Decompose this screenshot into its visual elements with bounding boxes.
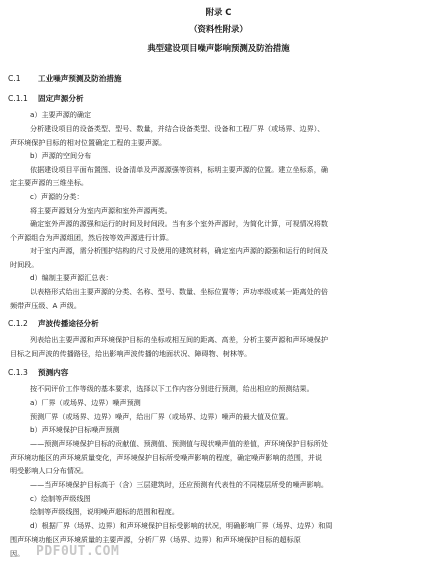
- body-line: 列表给出主要声源和声环境保护目标的坐标或相互间的距离、高差，分析主要声源和声环境保护: [30, 335, 328, 344]
- body-line: 定主要声源的三维坐标。: [10, 178, 89, 187]
- body-line: b）声环境保护目标噪声预测: [30, 425, 120, 434]
- body-line: 将主要声源划分为室内声源和室外声源两类。: [30, 206, 172, 215]
- body-line: a）厂界（或场界、边界）噪声预测: [30, 398, 141, 407]
- section-heading-c13: [8, 367, 68, 378]
- body-line: 对于室内声源，需分析围护结构的尺寸及使用的建筑材料，确定室内声源的源强和运行的时间及: [30, 246, 328, 255]
- appendix-label: 附录 C: [205, 7, 232, 17]
- body-line: 时间段。: [10, 260, 39, 269]
- body-line: 频带声压级、A 声级。: [10, 301, 81, 310]
- body-line: 个声源组合为声源组团，然后按等效声源进行计算。: [10, 233, 174, 242]
- body-line: 按不同评价工作等级的基本要求，选择以下工作内容分别进行预测，给出相应的预测结果。: [30, 384, 314, 393]
- section-number: C.1: [8, 74, 21, 83]
- section-number: C.1.3: [8, 368, 28, 377]
- body-line: 声环境功能区的声环境质量变化，声环境保护目标所受噪声影响的程度，确定噪声影响的范围，并说: [10, 453, 323, 462]
- body-line: c）绘制等声级线图: [30, 494, 91, 503]
- site-watermark: PDF0UT.COM: [36, 544, 120, 559]
- body-line: 绘制等声级线图，说明噪声超标的范围和程度。: [30, 507, 179, 516]
- section-title: 预测内容: [38, 368, 69, 377]
- body-line: d）根据厂界（场界、边界）和声环境保护目标受影响的状况，明确影响厂界（场界、边界）和周: [30, 521, 333, 530]
- body-line: a）主要声源的确定: [30, 110, 92, 119]
- section-title: 声波传播途径分析: [38, 319, 99, 328]
- section-heading-c11: [8, 93, 84, 104]
- section-title: 固定声源分析: [38, 94, 84, 103]
- body-line: 依据建设项目平面布置图、设备清单及声源源强等资料，标明主要声源的位置。建立坐标系，确: [30, 165, 328, 174]
- body-line: 分析建设项目的设备类型、型号、数量，并结合设备类型、设备和工程厂界（或场界、边界）、: [30, 124, 325, 133]
- body-line: b）声源的空间分布: [30, 151, 92, 160]
- body-line: 声环境保护目标的相对位置确定工程的主要声源。: [10, 138, 167, 147]
- section-heading-c1: [8, 73, 122, 84]
- body-line: 明受影响人口分布情况。: [10, 466, 89, 475]
- section-number: C.1.1: [8, 94, 28, 103]
- body-line: 以表格形式给出主要声源的分类、名称、型号、数量、坐标位置等；声功率级或某一距离处的倍: [30, 287, 328, 296]
- section-number: C.1.2: [8, 319, 28, 328]
- body-line: 围声环境功能区声环境质量的主要声源，分析厂界（场界、边界）和声环境保护目标的超标原: [10, 535, 301, 544]
- section-heading-c12: [8, 318, 99, 329]
- body-line: ——当声环境保护目标高于（含）三层建筑时，还应预测有代表性的不同楼层所受的噪声影响。: [30, 480, 328, 489]
- body-line: ——预测声环境保护目标的贡献值、预测值、预测值与现状噪声值的差值，声环境保护目标所处: [30, 439, 328, 448]
- appendix-note: （资料性附录）: [189, 24, 248, 34]
- body-line: 预测厂界（或场界、边界）噪声，给出厂界（或场界、边界）噪声的最大值及位置。: [30, 412, 293, 421]
- body-line: 确定室外声源的源强和运行的时间及时间段。当有多个室外声源时，为简化计算，可视情况将数: [30, 219, 328, 228]
- body-line: c）声源的分类：: [30, 192, 84, 201]
- body-line: 因。: [10, 549, 25, 558]
- body-line: 目标之间声波的传播路径，给出影响声波传播的地面状况、障碍物、树林等。: [10, 349, 252, 358]
- body-line: d）编制主要声源汇总表：: [30, 273, 113, 282]
- appendix-title: 典型建设项目噪声影响预测及防治措施: [147, 43, 290, 53]
- section-title: 工业噪声预测及防治措施: [38, 74, 122, 83]
